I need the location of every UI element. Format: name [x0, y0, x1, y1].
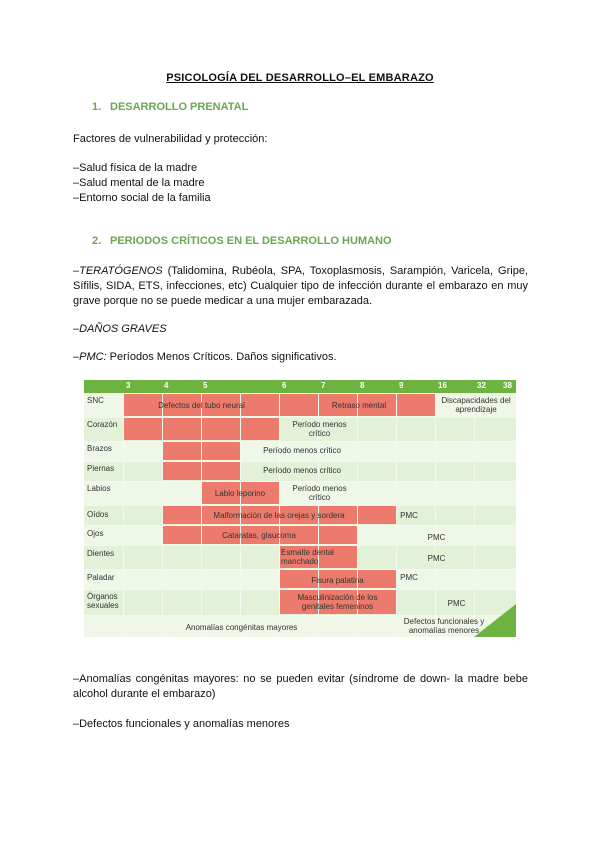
section2-heading-text: PERIODOS CRÍTICOS EN EL DESARROLLO HUMANO: [110, 235, 392, 247]
section1-heading-text: DESARROLLO PRENATAL: [110, 101, 249, 113]
grid-line: [123, 393, 124, 637]
cell-dientes-esmalte: Esmalte dental manchado: [281, 548, 334, 566]
cell-snc-retraso: Retraso mental: [331, 401, 387, 410]
grid-line: [84, 525, 516, 526]
teratogenos-label: –TERATÓGENOS: [73, 265, 163, 277]
week-label: 6: [282, 381, 287, 390]
section1-item: –Salud mental de la madre: [73, 177, 205, 189]
grid-line: [84, 461, 516, 462]
cell-footer-mayores: Anomalías congénitas mayores: [185, 623, 298, 632]
section1-heading: [92, 101, 248, 113]
danos-graves: –DAÑOS GRAVES: [73, 323, 167, 335]
cell-piernas-pmc: Período menos crítico: [263, 466, 341, 475]
row-label: SNC: [87, 396, 104, 405]
section2-number: 2.: [92, 235, 102, 247]
grid-line: [84, 417, 516, 418]
weeks-header: [84, 380, 516, 393]
cell-oidos-pmc: PMC: [400, 511, 418, 520]
cell-footer-func: Defectos funcionales y anomalías menores: [403, 617, 485, 635]
grid-line: [84, 481, 516, 482]
row-label: Dientes: [87, 549, 115, 558]
week-label: 38: [503, 381, 512, 390]
cell-snc-defectos: Defectos del tubo neural: [158, 401, 245, 410]
cell-labios-pmc: Período menos crítico: [292, 484, 347, 502]
row-label: Labios: [87, 484, 111, 493]
row-label: Piernas: [87, 464, 115, 473]
cell-dientes-pmc: PMC: [427, 554, 446, 563]
week-label: 3: [126, 381, 131, 390]
row-label: Corazón: [87, 420, 118, 429]
row-label: Paladar: [87, 573, 115, 582]
cell-brazos-pmc: Período menos crítico: [263, 446, 341, 455]
pmc-paragraph: [73, 350, 528, 365]
grid-line: [162, 393, 163, 637]
cell-labios-leporino: Labio leporino: [214, 489, 266, 498]
cell-paladar-fisura: Fisura palatina: [311, 576, 364, 585]
grid-line: [474, 393, 475, 637]
teratogenos-paragraph: [73, 264, 528, 309]
critical-periods-table: [84, 380, 516, 637]
section2-heading: [92, 235, 392, 247]
cell-oidos-malf: Malformación de las orejas y sordera: [213, 511, 345, 520]
week-label: 7: [321, 381, 326, 390]
row-label: Oídos: [87, 510, 109, 519]
grid-line: [84, 505, 516, 506]
week-label: 9: [399, 381, 404, 390]
section1-intro: Factores de vulnerabilidad y protección:: [73, 133, 268, 145]
bottom-paragraph-2: –Defectos funcionales y anomalías menores: [73, 718, 290, 730]
grid-line: [84, 615, 516, 616]
cell-paladar-pmc: PMC: [400, 573, 418, 582]
pmc-label: –PMC:: [73, 351, 107, 363]
grid-line: [84, 569, 516, 570]
week-label: 32: [477, 381, 486, 390]
grid-line: [435, 393, 436, 637]
grid-line: [84, 545, 516, 546]
cell-corazon-pmc: Período menos crítico: [292, 420, 347, 438]
grid-line: [84, 441, 516, 442]
cell-ojos-pmc: PMC: [427, 533, 446, 542]
week-label: 16: [438, 381, 447, 390]
section1-item: –Salud física de la madre: [73, 162, 198, 174]
row-label: Ojos: [87, 529, 104, 538]
row-label: Brazos: [87, 444, 112, 453]
cell-organos-pmc: PMC: [447, 599, 466, 608]
week-label: 5: [203, 381, 208, 390]
cell-organos-masc: Masculinización de los genitales femeninos: [297, 593, 378, 611]
pmc-text: Períodos Menos Críticos. Daños significativos.: [106, 351, 337, 363]
page-title: PSICOLOGÍA DEL DESARROLLO–EL EMBARAZO: [166, 72, 434, 84]
grid-line: [84, 589, 516, 590]
bottom-paragraph-1: –Anomalías congénitas mayores: no se pueden evitar (síndrome de down- la madre bebe alcohol durante el embarazo): [73, 673, 528, 700]
section1-item: –Entorno social de la familia: [73, 192, 211, 204]
cell-ojos-cat: Cataratas, glaucoma: [222, 531, 296, 540]
row-label: Órganos sexuales: [87, 592, 119, 610]
week-label: 8: [360, 381, 365, 390]
week-label: 4: [164, 381, 169, 390]
section1-number: 1.: [92, 101, 102, 113]
cell-snc-discap: Discapacidades del aprendizaje: [441, 396, 511, 414]
teratogenos-text: (Talidomina, Rubéola, SPA, Toxoplasmosis, Sarampión, Varicela, Gripe, Sífilis, SIDA, ETS, infecciones, etc) Cualquier tipo de infección durante el embarazo en muy grave porque no se puede medicar a una mujer embarazada.: [73, 265, 528, 307]
